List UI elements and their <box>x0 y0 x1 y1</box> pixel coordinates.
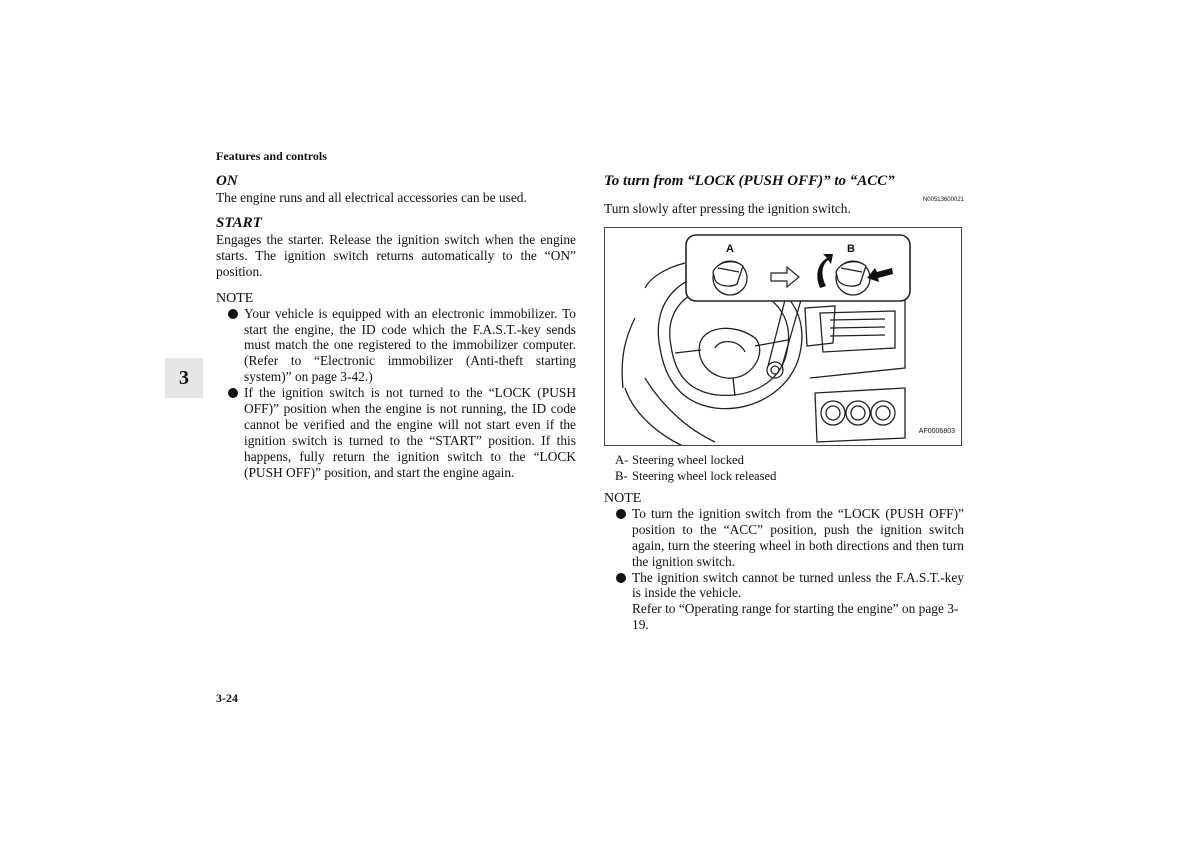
note-item <box>216 306 576 386</box>
on-text: The engine runs and all electrical accessories can be used. <box>216 190 527 205</box>
start-text: Engages the starter. Release the ignition switch when the engine starts. The ignition switch returns automatically to the “ON” position. <box>216 231 576 279</box>
note-text: The ignition switch cannot be turned unless the F.A.S.T.-key is inside the vehicle. <box>632 569 964 601</box>
label-a: A <box>726 242 734 255</box>
legend-key: B- <box>615 468 628 483</box>
right-column <box>604 172 964 633</box>
reference-code: N00513600021 <box>922 197 964 203</box>
legend-item <box>615 452 964 468</box>
note-list <box>216 306 576 481</box>
note-text: If the ignition switch is not turned to the “LOCK (PUSH OFF)” position when the engine is not running, the ID code cannot be verified and the engine will not start even if the ignition switch is turned to the “START” position. If this happens, fully return the ignition switch to the “LOCK (PUSH OFF)” position, and start the engine again. <box>244 385 576 480</box>
note-extra: Refer to “Operating range for starting the engine” on page 3-19. <box>632 601 959 633</box>
on-heading: ON <box>216 173 238 189</box>
legend-text: Steering wheel locked <box>632 452 744 467</box>
note-item <box>604 506 964 570</box>
note-item <box>604 570 964 602</box>
start-heading: START <box>216 214 262 231</box>
legend-item <box>615 468 964 484</box>
figure-legend <box>604 452 964 484</box>
bullet-icon <box>228 388 238 398</box>
turn-heading: To turn from “LOCK (PUSH OFF)” to “ACC” <box>604 173 895 189</box>
note-list <box>604 506 964 601</box>
legend-key: A- <box>615 452 629 467</box>
note-text: To turn the ignition switch from the “LOCK (PUSH OFF)” position to the “ACC” position, push the ignition switch again, turn the steering wheel in both directions and then turn the ignition switch. <box>632 505 964 569</box>
bullet-icon <box>616 573 626 583</box>
bullet-icon <box>616 509 626 519</box>
section-header: Features and controls <box>216 149 327 163</box>
note-title: NOTE <box>216 290 254 306</box>
figure-code: AF0006803 <box>918 428 955 435</box>
page-number: 3-24 <box>216 691 238 705</box>
ignition-illustration <box>604 227 962 446</box>
note-title: NOTE <box>604 490 642 506</box>
note-item <box>216 385 576 480</box>
chapter-tab: 3 <box>165 358 203 398</box>
left-column <box>216 172 576 481</box>
intro-text: Turn slowly after pressing the ignition switch. <box>604 201 851 216</box>
label-b: B <box>847 242 855 255</box>
bullet-icon <box>228 309 238 319</box>
dashboard-drawing <box>605 228 962 446</box>
note-text: Your vehicle is equipped with an electronic immobilizer. To start the engine, the ID code which the F.A.S.T.-key sends must match the one registered to the immobilizer computer. (Refer to “Electronic immobilizer (Anti-theft starting system)” on page 3-42.) <box>244 305 576 385</box>
legend-text: Steering wheel lock released <box>632 468 777 483</box>
